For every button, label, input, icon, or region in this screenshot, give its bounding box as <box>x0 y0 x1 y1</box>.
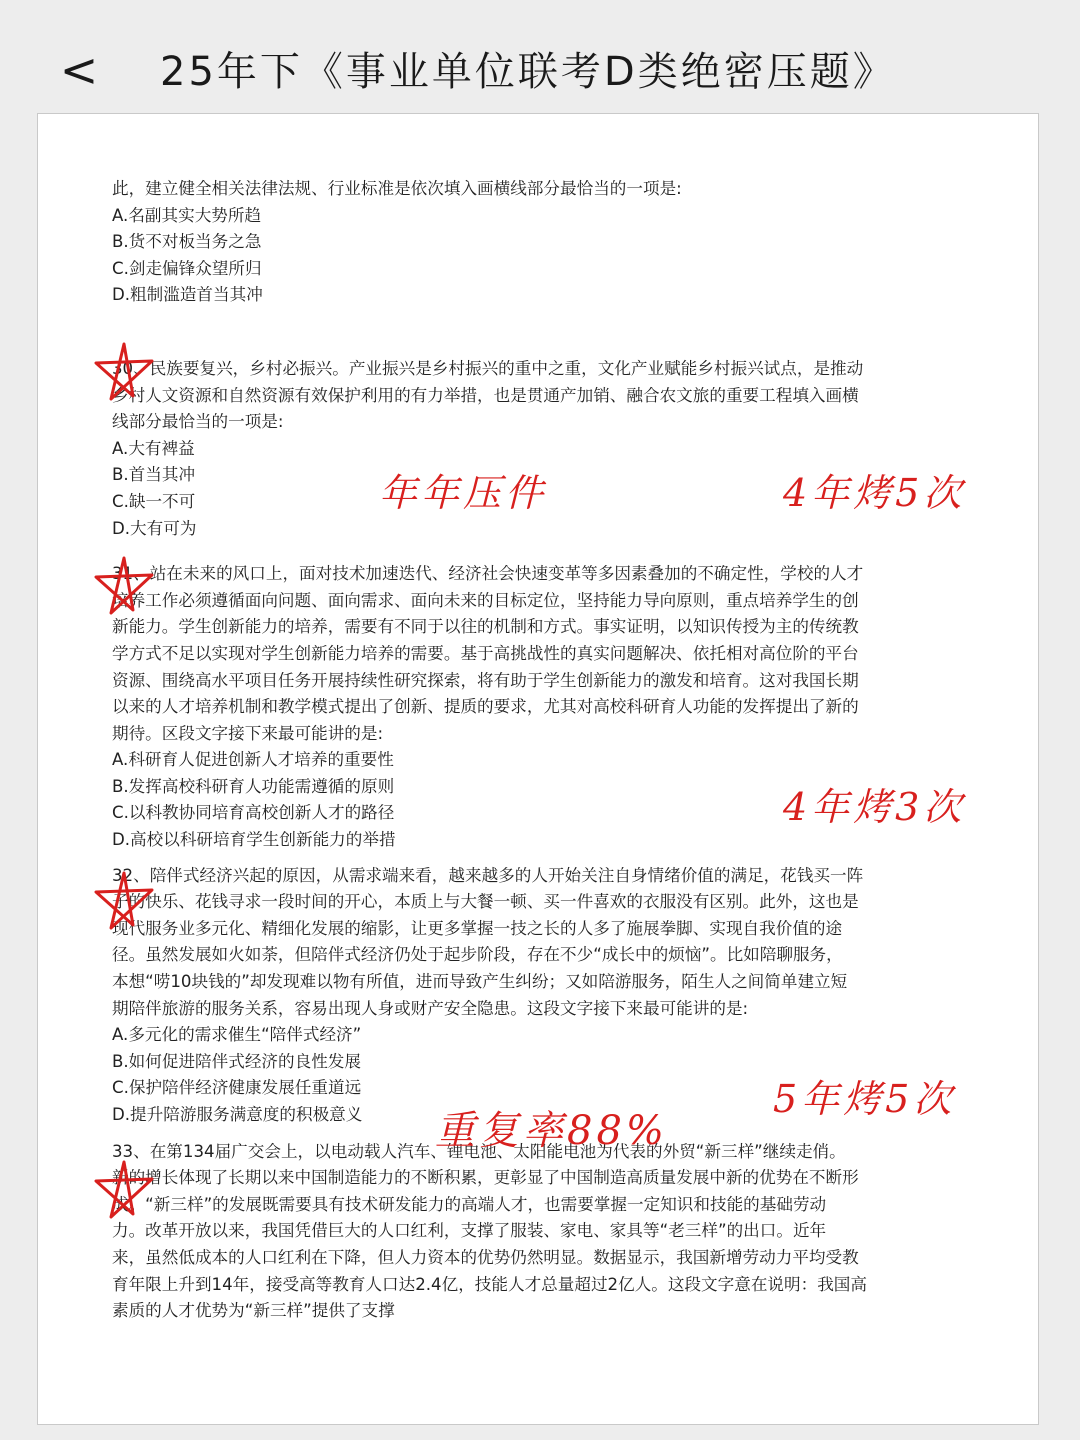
option-b: B.货不对板当务之急 <box>112 232 262 252</box>
annotation-repeat-rate: 重复率88% <box>435 1108 668 1154</box>
exam-paper <box>37 113 1039 1425</box>
option-d: D.提升陪游服务满意度的积极意义 <box>112 1105 363 1124</box>
stem-line: 育年限上升到14年，接受高等教育人口达2.4亿，技能人才总量超过2亿人。这段文字意在说明：我国高 <box>112 1274 867 1294</box>
back-button[interactable]: < <box>59 43 99 97</box>
stem-line: 子的快乐、花钱寻求一段时间的开心，本质上与大餐一顿、买一件喜欢的衣服没有区别。此外，这也是 <box>112 892 859 912</box>
option-c: C.以科教协同培育高校创新人才的路径 <box>112 803 395 823</box>
option-c: C.保护陪伴经济健康发展任重道远 <box>112 1078 362 1098</box>
star-mark-icon <box>93 1159 155 1221</box>
stem-line: 来，虽然低成本的人口红利在下降，但人力资本的优势仍然明显。数据显示，我国新增劳动力平均受教 <box>112 1247 859 1267</box>
option-d: D.高校以科研培育学生创新能力的举措 <box>112 830 396 850</box>
annotation-yearly: 年年压件 <box>379 471 548 515</box>
stem-line: 此，建立健全相关法律法规、行业标准是依次填入画横线部分最恰当的一项是: <box>112 179 682 198</box>
stem-line: 素质的人才优势为“新三样”提供了支撑 <box>112 1301 395 1321</box>
option-a: A.名副其实大势所趋 <box>112 205 262 225</box>
stem-line: 30、民族要复兴，乡村必振兴。产业振兴是乡村振兴的重中之重，文化产业赋能乡村振兴试点，是推动 <box>112 358 864 378</box>
page-title: 25年下《事业单位联考D类绝密压题》 <box>160 49 896 95</box>
stem-line: 新的增长体现了长期以来中国制造能力的不断积累，更彰显了中国制造高质量发展中新的优势在不断形 <box>112 1168 859 1188</box>
stem-line: 33、在第134届广交会上，以电动载人汽车、锂电池、太阳能电池为代表的外贸“新三样”继续走俏。 <box>112 1141 846 1161</box>
option-b: B.首当其冲 <box>112 465 196 485</box>
question-33 <box>112 1139 967 1325</box>
option-b: B.发挥高校科研育人功能需遵循的原则 <box>112 776 395 796</box>
stem-line: 线部分最恰当的一项是: <box>112 412 284 432</box>
annotation-q32-count: 5年烤5次 <box>773 1077 956 1121</box>
stem-line: 现代服务业多元化、精细化发展的缩影，让更多掌握一技之长的人多了施展拳脚、实现自我价值的途 <box>112 918 843 938</box>
star-mark-icon <box>93 555 155 617</box>
stem-line: 本想“唠10块钱的”却发现难以物有所值，进而导致产生纠纷；又如陪游服务，陌生人之间简单建立短 <box>112 972 848 992</box>
star-mark-icon <box>93 870 155 932</box>
stem-line: 径。虽然发展如火如荼，但陪伴式经济仍处于起步阶段，存在不少“成长中的烦恼”。比如陪聊服务， <box>112 945 843 965</box>
stem-line: 成。“新三样”的发展既需要具有技术研发能力的高端人才，也需要掌握一定知识和技能的基础劳动 <box>112 1194 827 1214</box>
option-a: A.多元化的需求催生“陪伴式经济” <box>112 1025 362 1045</box>
annotation-q30-count: 4年烤5次 <box>783 471 966 515</box>
stem-line: 32、陪伴式经济兴起的原因，从需求端来看，越来越多的人开始关注自身情绪价值的满足，花钱买一阵 <box>112 865 864 885</box>
star-mark-icon <box>93 341 155 403</box>
option-c: C.剑走偏锋众望所归 <box>112 258 262 278</box>
stem-line: 期陪伴旅游的服务关系，容易出现人身或财产安全隐患。这段文字接下来最可能讲的是: <box>112 998 749 1018</box>
option-a: A.大有裨益 <box>112 438 195 458</box>
annotation-q31-count: 4年烤3次 <box>783 785 966 829</box>
option-c: C.缺一不可 <box>112 491 196 511</box>
stem-line: 学方式不足以实现对学生创新能力培养的需要。基于高挑战性的真实问题解决、依托相对高位阶的平台 <box>112 643 859 663</box>
stem-line: 新能力。学生创新能力的培养，需要有不同于以往的机制和方式。事实证明，以知识传授为主的传统教 <box>112 617 859 637</box>
option-b: B.如何促进陪伴式经济的良性发展 <box>112 1051 361 1071</box>
option-d: D.大有可为 <box>112 518 197 538</box>
question-29-tail <box>112 176 967 309</box>
stem-line: 期待。区段文字接下来最可能讲的是: <box>112 723 384 743</box>
top-bar <box>0 0 1080 112</box>
stem-line: 以来的人才培养机制和教学模式提出了创新、提质的要求，尤其对高校科研育人功能的发挥提出了新的 <box>112 697 859 717</box>
option-a: A.科研育人促进创新人才培养的重要性 <box>112 750 394 770</box>
option-d: D.粗制滥造首当其冲 <box>112 285 263 305</box>
stem-line: 力。改革开放以来，我国凭借巨大的人口红利，支撑了服装、家电、家具等“老三样”的出口。近年 <box>112 1221 827 1241</box>
stem-line: 培养工作必须遵循面向问题、面向需求、面向未来的目标定位，坚持能力导向原则，重点培养学生的创 <box>112 590 859 610</box>
stem-line: 乡村人文资源和自然资源有效保护利用的有力举措，也是贯通产加销、融合农文旅的重要工程填入画横 <box>112 385 859 405</box>
stem-line: 资源、围绕高水平项目任务开展持续性研究探索，将有助于学生创新能力的激发和培育。这对我国长期 <box>112 670 859 690</box>
stem-line: 31、站在未来的风口上，面对技术加速迭代、经济社会快速变革等多因素叠加的不确定性，学校的人才 <box>112 564 864 584</box>
